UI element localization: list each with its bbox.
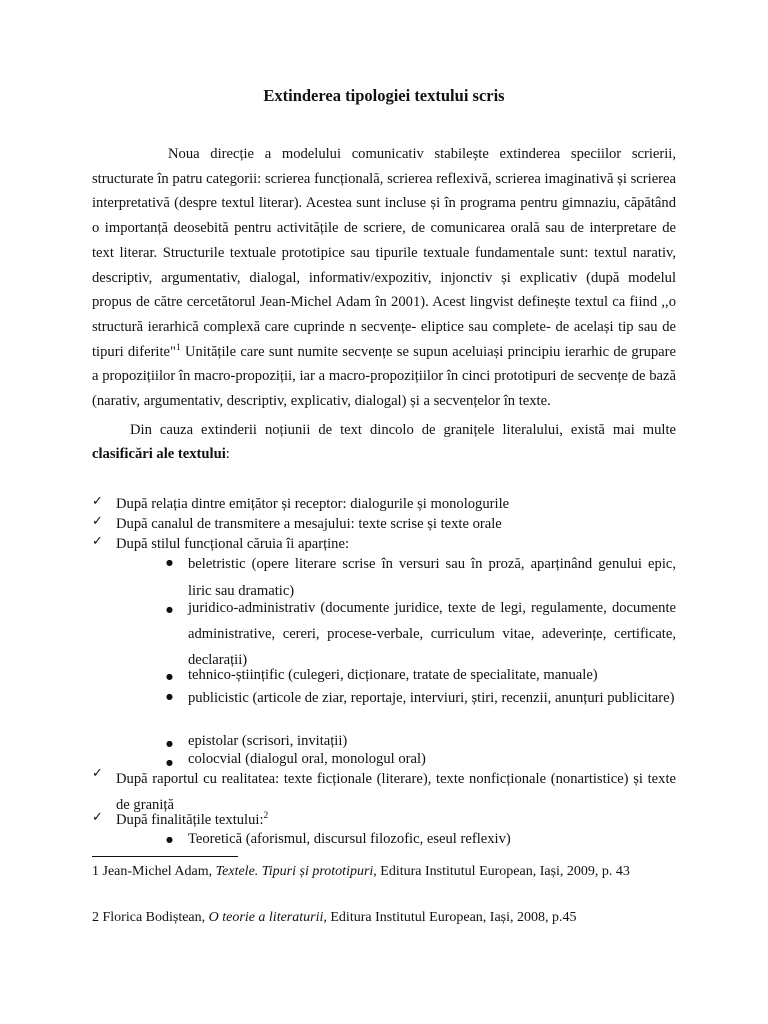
classification-item-label: După finalitățile textului: — [116, 812, 264, 828]
paragraph-intro-continuation: Unitățile care sunt numite secvențe se supun aceluiași principiu ierarhic de grupare a propozițiilor în macro-propoziții, iar a macro-propozițiilor în cinci prototipuri de secvențe de bază (narativ, argumentativ, descriptiv, explicativ, dialogal) și a secvențelor în texte. — [92, 343, 676, 410]
classification-item — [116, 810, 676, 830]
paragraph-intro — [92, 142, 676, 414]
paragraph-classifications — [92, 418, 676, 467]
checkmark-icon: ✓ — [92, 514, 103, 529]
bullet-icon: ● — [166, 672, 173, 681]
style-item: colocvial (dialogul oral, monologul oral) — [188, 751, 426, 767]
footnote-1-title: Textele. Tipuri și prototipuri — [215, 864, 374, 879]
footnote-2-title: O teorie a literaturii — [208, 910, 324, 925]
footnote-2-prefix: 2 Florica Bodiștean, — [92, 910, 209, 925]
footnote-1 — [92, 864, 676, 881]
document-title: Extinderea tipologiei textului scris — [263, 86, 505, 105]
style-item: tehnico-științific (culegeri, dicționare, tratate de specialitate, manuale) — [188, 667, 598, 683]
body-text — [92, 142, 676, 467]
bullet-icon: ● — [166, 758, 173, 767]
bullet-icon: ● — [166, 605, 173, 614]
footnote-ref-2[interactable]: 2 — [263, 811, 269, 821]
checkmark-icon: ✓ — [92, 810, 103, 825]
footnote-ref-1[interactable]: 1 — [175, 342, 181, 353]
classification-item: După canalul de transmitere a mesajului: texte scrise și texte orale — [116, 516, 502, 532]
style-item: beletristic (opere literare scrise în versuri sau în proză, aparținând genului epic, liric sau dramatic) — [188, 556, 676, 599]
classification-item: După stilul funcțional căruia îi aparține: — [116, 536, 350, 552]
paragraph-classifications-text: Din cauza extinderii noțiunii de text dincolo de granițele literalului, există mai multe — [130, 421, 676, 438]
footnote-1-prefix: 1 Jean-Michel Adam, — [92, 864, 216, 879]
bullet-icon: ● — [166, 692, 173, 701]
classification-item: După raportul cu realitatea: texte ficționale (literare), texte nonficționale (nonartistice) și texte de graniță — [116, 771, 676, 813]
checkmark-icon: ✓ — [92, 494, 103, 509]
classification-item: După relația dintre emițător și receptor: dialogurile și monologurile — [116, 496, 510, 512]
classifications-heading: clasificări ale textului — [92, 446, 226, 463]
style-item: epistolar (scrisori, invitații) — [188, 733, 348, 749]
style-item: juridico-administrativ (documente juridice, texte de legi, regulamente, documente administrative, cereri, procese-verbale, curriculum vitae, adeverințe, certificate, declarații) — [188, 600, 676, 668]
checkmark-icon: ✓ — [92, 766, 103, 781]
footnote-separator — [92, 856, 238, 857]
bullet-icon: ● — [166, 739, 173, 748]
style-item: publicistic (articole de ziar, reportaje, interviuri, știri, recenzii, anunțuri publicitare) — [188, 690, 675, 706]
footnote-1-suffix: , Editura Institutul European, Iași, 2009, p. 43 — [373, 864, 630, 879]
footnote-2-suffix: , Editura Institutul European, Iași, 2008, p.45 — [323, 910, 577, 925]
paragraph-intro-text: Noua direcție a modelului comunicativ stabilește extinderea speciilor scrierii, structurate în patru categorii: scrierea funcțională, scrierea reflexivă, scrierea imaginativă și scrierea interpretativă (despre textul literar). Acestea sunt incluse și în programa pentru gimnaziu, căpătând o importanță deosebită pentru activitățile de scriere, de comunicarea orală sau de interpretare de text literar. Structurile textuale prototipice sau tipurile textuale fundamentale sunt: textul narativ, descriptiv, argumentativ, dialogal, informativ/expozitiv, injonctiv și explicativ (după modelul propus de către cercetătorul Jean-Michel Adam în 2001). Acest lingvist definește textul ca fiind ,,o structură ierarhică complexă care cuprinde n secvențe- eliptice sau complete- de același tip sau de tipuri diferite" — [92, 146, 676, 360]
classifications-colon: : — [225, 446, 230, 463]
purpose-item: Teoretică (aforismul, discursul filozofic, eseul reflexiv) — [188, 831, 511, 847]
bullet-icon: ● — [166, 558, 173, 567]
footnote-2 — [92, 910, 676, 927]
bullet-icon: ● — [166, 835, 173, 844]
checkmark-icon: ✓ — [92, 534, 103, 549]
